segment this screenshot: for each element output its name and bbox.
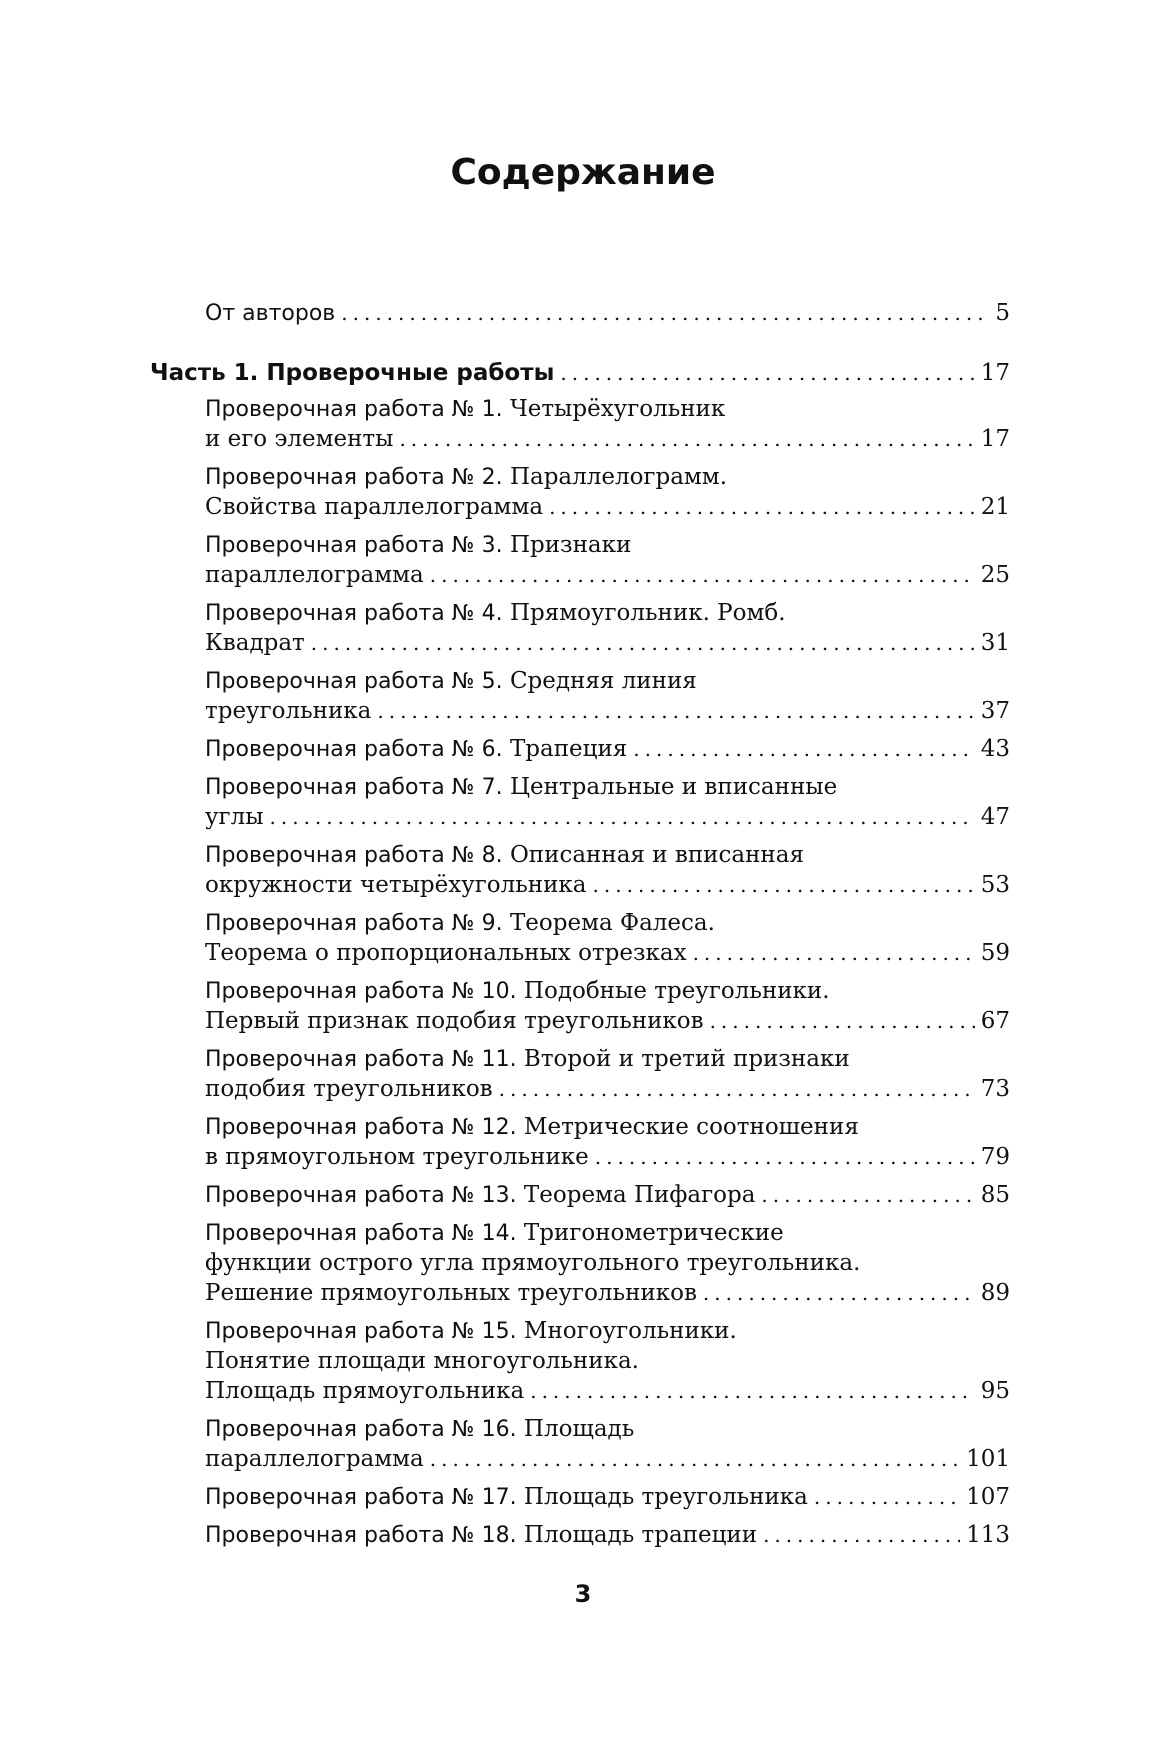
- toc-entry-text: Описанная и вписанная: [509, 842, 804, 868]
- toc-page-number: 113: [966, 1522, 1010, 1548]
- dot-leader: [763, 1520, 960, 1550]
- toc-entry: [150, 530, 1010, 590]
- toc-page-number: 17: [980, 426, 1010, 452]
- dot-leader: [270, 802, 975, 832]
- toc-entry-text: Параллелограмм.: [509, 464, 728, 490]
- toc-entry-text: Площадь треугольника: [523, 1484, 808, 1510]
- dot-leader: [595, 1142, 975, 1172]
- toc-entry-prefix: Проверочная работа № 4.: [205, 601, 503, 626]
- toc-page-number: 79: [980, 1144, 1010, 1170]
- toc-entry: [150, 1044, 1010, 1104]
- toc-entry: [150, 1180, 1010, 1210]
- dot-leader: [430, 560, 975, 590]
- toc-page-number: 17: [980, 360, 1010, 386]
- toc-entry: [150, 1218, 1010, 1308]
- toc-page-number: 107: [966, 1484, 1010, 1510]
- toc-page-number: 21: [980, 494, 1010, 520]
- toc-entry-text: в прямоугольном треугольнике: [205, 1144, 589, 1170]
- toc-entry: [150, 908, 1010, 968]
- toc-entry-label: От авторов: [205, 301, 336, 326]
- toc-entry: [150, 1520, 1010, 1550]
- toc-entry-text: Теорема о пропорциональных отрезках: [205, 940, 687, 966]
- toc-entry-prefix: Проверочная работа № 9.: [205, 911, 503, 936]
- toc-entry: [150, 462, 1010, 522]
- toc-page-number: 95: [980, 1378, 1010, 1404]
- toc-entry-text: подобия треугольников: [205, 1076, 493, 1102]
- dot-leader: [399, 424, 974, 454]
- toc-entry-text: Признаки: [509, 532, 632, 558]
- toc-entry-text: Понятие площади многоугольника.: [205, 1348, 639, 1374]
- toc-page-number: 5: [995, 300, 1010, 326]
- page-number: 3: [574, 1580, 592, 1608]
- toc-entry: [150, 1482, 1010, 1512]
- toc-entry-text: параллелограмма: [205, 1446, 424, 1472]
- toc-entry-text: углы: [205, 804, 264, 830]
- toc-page-number: 85: [980, 1182, 1010, 1208]
- dot-leader: [633, 734, 974, 764]
- toc-page-number: 25: [980, 562, 1010, 588]
- toc-entry-text: Второй и третий признаки: [523, 1046, 850, 1072]
- dot-leader: [814, 1482, 960, 1512]
- page-title: Содержание: [450, 152, 716, 193]
- toc-entry-text: Подобные треугольники.: [523, 978, 830, 1004]
- toc-page-number: 31: [980, 630, 1010, 656]
- dot-leader: [693, 938, 975, 968]
- toc-page-number: 59: [980, 940, 1010, 966]
- toc-entry: [150, 840, 1010, 900]
- dot-leader: [341, 298, 985, 328]
- toc-entry-part-1: [150, 358, 1010, 388]
- toc-entry: [150, 772, 1010, 832]
- toc-entry-prefix: Проверочная работа № 14.: [205, 1221, 517, 1246]
- toc-entry-prefix: Проверочная работа № 15.: [205, 1319, 517, 1344]
- toc-entry-text: Площадь трапеции: [523, 1522, 758, 1548]
- dot-leader: [530, 1376, 975, 1406]
- toc-page-number: 73: [980, 1076, 1010, 1102]
- toc-entry-text: и его элементы: [205, 426, 394, 452]
- toc-entry-text: Многоугольники.: [523, 1318, 737, 1344]
- toc-entry-text: Квадрат: [205, 630, 305, 656]
- toc-page-number: 89: [980, 1280, 1010, 1306]
- toc-entry: [150, 598, 1010, 658]
- toc-entry: [150, 394, 1010, 454]
- toc-entry: [150, 1316, 1010, 1406]
- dot-leader: [710, 1006, 975, 1036]
- toc-entry-text: Теорема Пифагора: [523, 1182, 756, 1208]
- toc-entry-text: параллелограмма: [205, 562, 424, 588]
- toc-entry-text: Первый признак подобия треугольников: [205, 1008, 704, 1034]
- toc-entry: [150, 734, 1010, 764]
- toc-entry-text: Решение прямоугольных треугольников: [205, 1280, 697, 1306]
- toc-entry-prefix: Проверочная работа № 2.: [205, 465, 503, 490]
- toc-entry-text: треугольника: [205, 698, 372, 724]
- toc-entry-prefix: Проверочная работа № 12.: [205, 1115, 517, 1140]
- dot-leader: [703, 1278, 975, 1308]
- toc-entry-text: Центральные и вписанные: [509, 774, 838, 800]
- table-of-contents: [150, 298, 1010, 1550]
- toc-entry-text: Теорема Фалеса.: [509, 910, 715, 936]
- toc-entry: [150, 1112, 1010, 1172]
- dot-leader: [549, 492, 975, 522]
- toc-entry-text: Трапеция: [509, 736, 628, 762]
- toc-entry-text: Тригонометрические: [523, 1220, 784, 1246]
- toc-page-number: 47: [980, 804, 1010, 830]
- toc-page-number: 67: [980, 1008, 1010, 1034]
- toc-entry-prefix: Проверочная работа № 3.: [205, 533, 503, 558]
- dot-leader: [560, 358, 974, 388]
- dot-leader: [499, 1074, 975, 1104]
- toc-entry-prefix: Проверочная работа № 7.: [205, 775, 503, 800]
- toc-entry-prefix: Проверочная работа № 11.: [205, 1047, 517, 1072]
- toc-entry-text: Свойства параллелограмма: [205, 494, 544, 520]
- toc-entry-text: Прямоугольник. Ромб.: [509, 600, 786, 626]
- dot-leader: [593, 870, 975, 900]
- toc-entry-prefix: Проверочная работа № 5.: [205, 669, 503, 694]
- dot-leader: [430, 1444, 960, 1474]
- toc-page-number: 43: [980, 736, 1010, 762]
- toc-entry-text: Площадь прямоугольника: [205, 1378, 525, 1404]
- toc-entry-text: Площадь: [523, 1416, 635, 1442]
- dot-leader: [761, 1180, 974, 1210]
- toc-entry-text: функции острого угла прямоугольного треугольника.: [205, 1250, 861, 1276]
- toc-page-number: 37: [980, 698, 1010, 724]
- toc-entry-prefix: Проверочная работа № 13.: [205, 1183, 517, 1208]
- toc-entry-prefix: Проверочная работа № 10.: [205, 979, 517, 1004]
- toc-items: [150, 394, 1010, 1550]
- toc-entry: [150, 1414, 1010, 1474]
- toc-entry-text: Метрические соотношения: [523, 1114, 859, 1140]
- dot-leader: [377, 696, 974, 726]
- toc-entry-prefix: Проверочная работа № 6.: [205, 737, 503, 762]
- toc-entry-prefix: Проверочная работа № 17.: [205, 1485, 517, 1510]
- toc-entry-text: окружности четырёхугольника: [205, 872, 587, 898]
- toc-entry: [150, 666, 1010, 726]
- toc-entry-prefix: Проверочная работа № 1.: [205, 397, 503, 422]
- toc-entry: [150, 976, 1010, 1036]
- toc-entry-text: Средняя линия: [509, 668, 697, 694]
- toc-entry-prefix: Проверочная работа № 8.: [205, 843, 503, 868]
- toc-page-number: 101: [966, 1446, 1010, 1472]
- toc-entry-text: Четырёхугольник: [509, 396, 726, 422]
- toc-entry-prefix: Проверочная работа № 16.: [205, 1417, 517, 1442]
- toc-entry-preface: [150, 298, 1010, 328]
- toc-page-number: 53: [980, 872, 1010, 898]
- dot-leader: [311, 628, 975, 658]
- toc-entry-prefix: Проверочная работа № 18.: [205, 1523, 517, 1548]
- toc-part-label: Часть 1. Проверочные работы: [150, 360, 555, 386]
